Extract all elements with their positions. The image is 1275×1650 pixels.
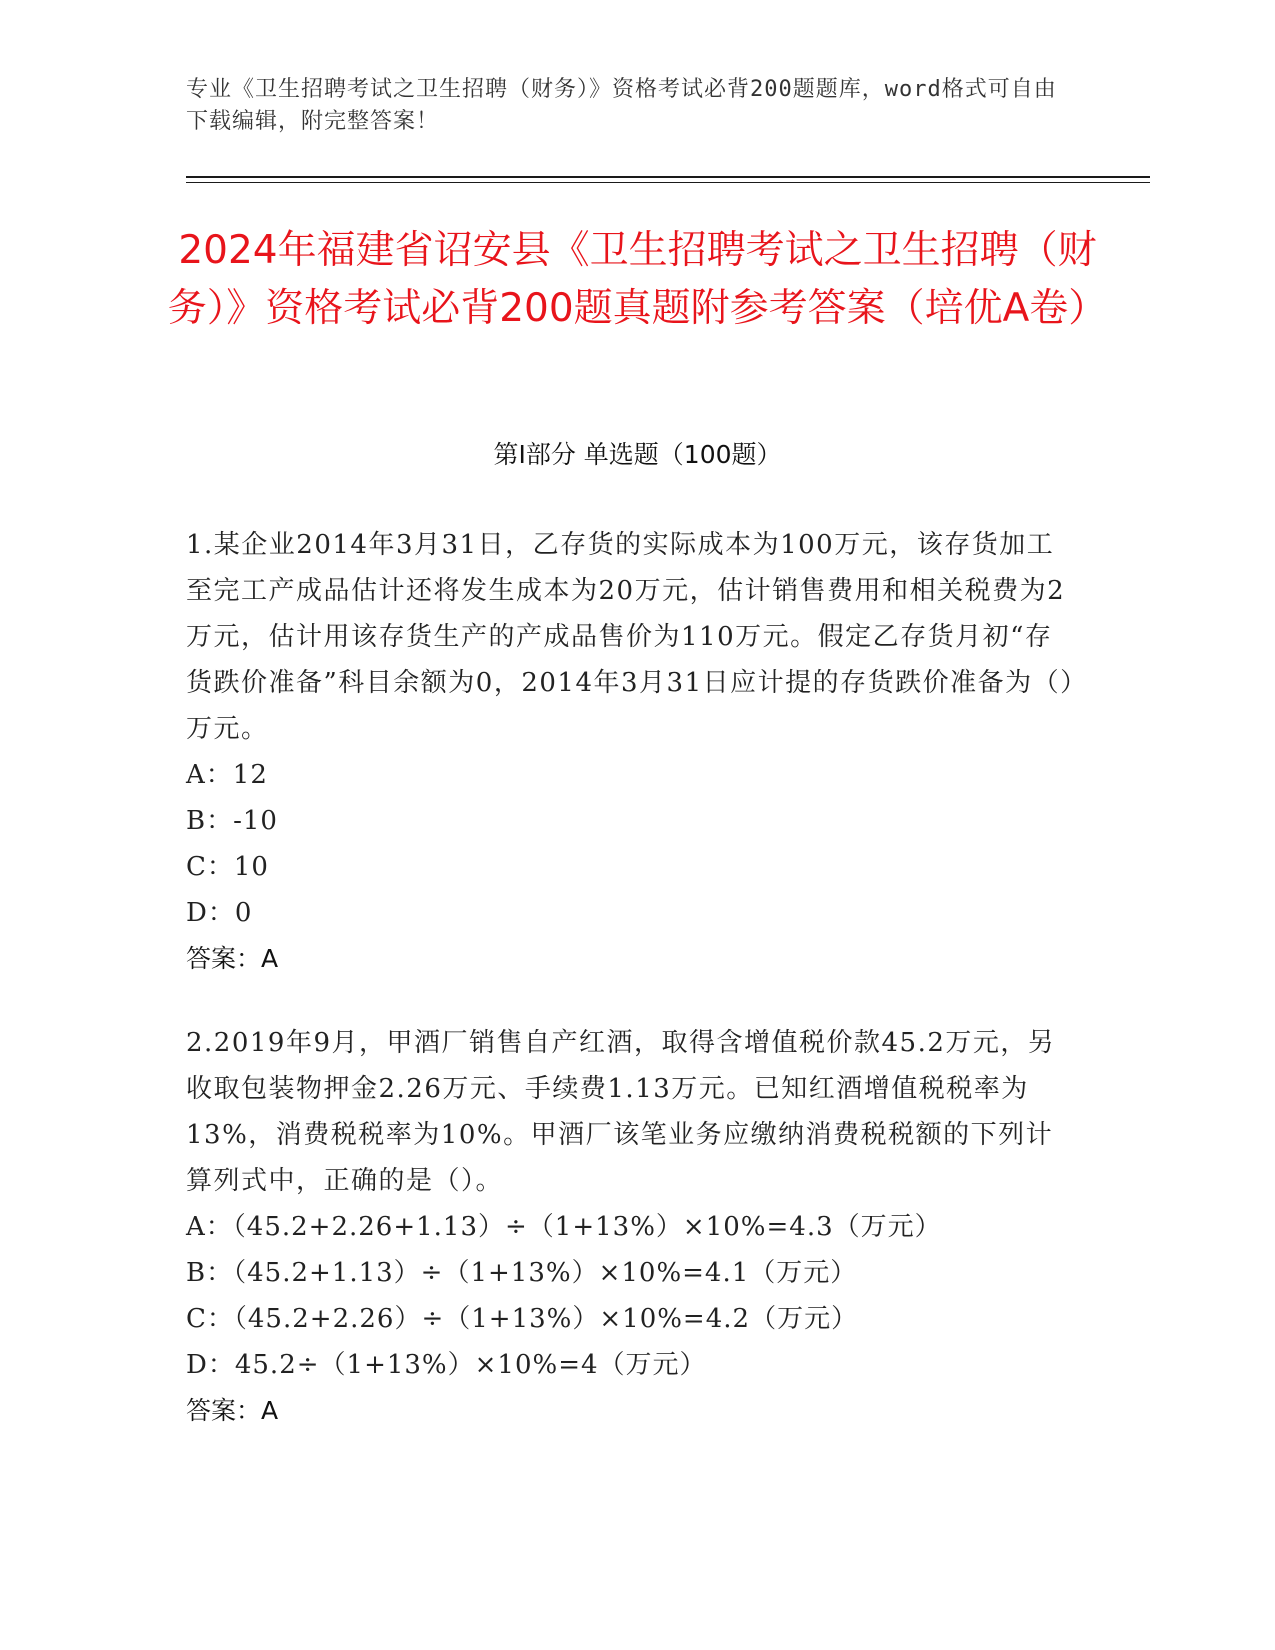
answer-line: 答案：A bbox=[186, 944, 279, 973]
answer-line: 答案：A bbox=[186, 1396, 279, 1425]
option-a: A：（45.2+2.26+1.13）÷（1+13%）×10%=4.3（万元） bbox=[186, 1212, 942, 1242]
header-note: 专业《卫生招聘考试之卫生招聘（财务）》资格考试必背200题题库，word格式可自由下载编辑，附完整答案！ bbox=[186, 77, 1057, 134]
question-stem: 2.2019年9月，甲酒厂销售自产红酒，取得含增值税价款45.2万元，另收取包装物押金2.26万元、手续费1.13万元。已知红酒增值税税率为13%，消费税税率为10%。甲酒厂该笔业务应缴纳消费税税额的下列计算列式中，正确的是（）。 bbox=[186, 1028, 1056, 1196]
header-divider-thin bbox=[186, 182, 1150, 183]
question-1 bbox=[186, 522, 1076, 982]
option-a: A：12 bbox=[186, 760, 268, 790]
document-title: 2024年福建省诏安县《卫生招聘考试之卫生招聘（财务）》资格考试必背200题真题附参考答案（培优A卷） bbox=[167, 228, 1108, 331]
header-divider-thick bbox=[186, 176, 1150, 178]
option-d: D：0 bbox=[186, 898, 253, 928]
option-b: B：（45.2+1.13）÷（1+13%）×10%=4.1（万元） bbox=[186, 1258, 858, 1288]
option-b: B：-10 bbox=[186, 806, 278, 836]
option-c: C：（45.2+2.26）÷（1+13%）×10%=4.2（万元） bbox=[186, 1304, 859, 1334]
question-stem: 1.某企业2014年3月31日，乙存货的实际成本为100万元，该存货加工至完工产成品估计还将发生成本为20万元，估计销售费用和相关税费为2万元，估计用该存货生产的产成品售价为110万元。假定乙存货月初“存货跌价准备”科目余额为0，2014年3月31日应计提的存货跌价准备为（）万元。 bbox=[186, 530, 1075, 744]
option-c: C：10 bbox=[186, 852, 269, 882]
section-title: 第Ⅰ部分 单选题（100题） bbox=[493, 440, 782, 469]
question-2 bbox=[186, 1020, 1076, 1434]
option-d: D：45.2÷（1+13%）×10%=4（万元） bbox=[186, 1350, 707, 1380]
